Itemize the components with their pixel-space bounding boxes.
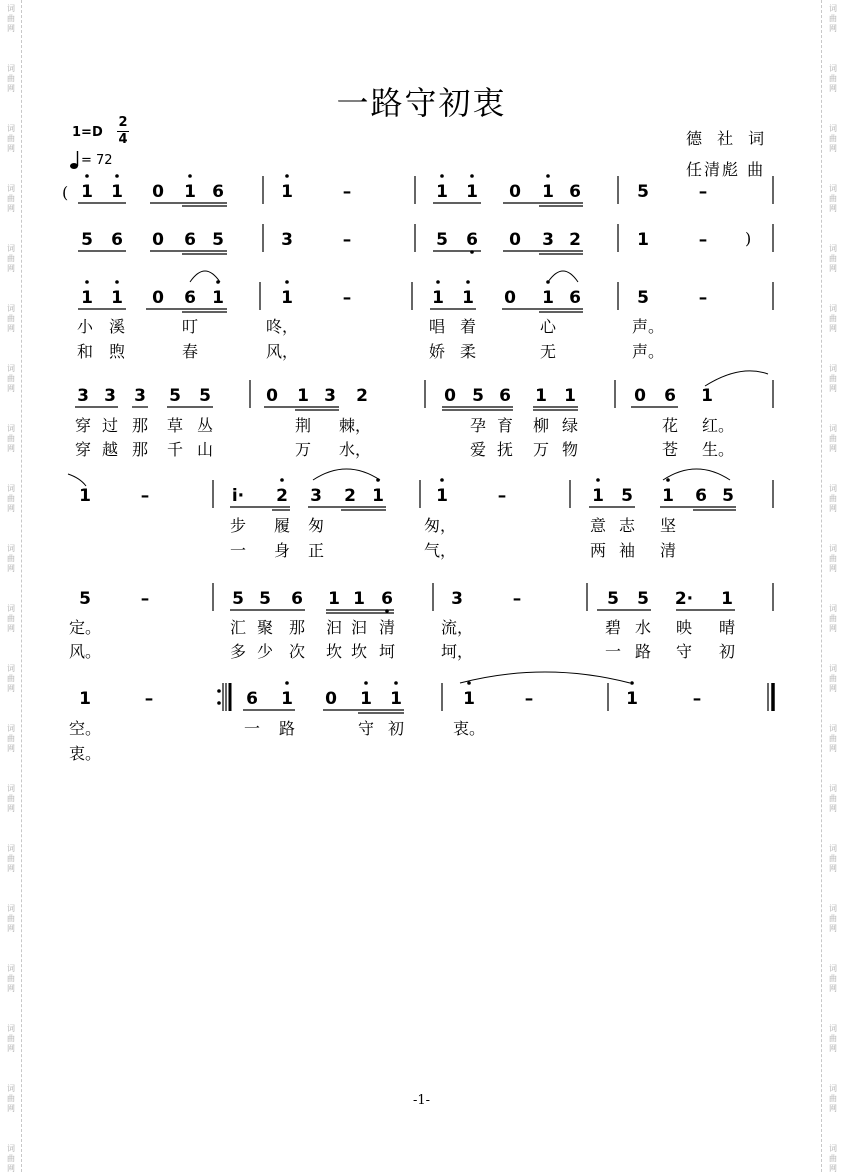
note: 1 [637, 230, 649, 250]
lyric-char: 履 [273, 516, 291, 535]
watermark-text: 词 曲 网 [829, 904, 837, 933]
note: 2 [276, 486, 288, 506]
note: 6 [569, 182, 581, 202]
note: 5 [199, 386, 211, 406]
lyric-char: 丛 [196, 416, 214, 435]
watermark-text: 词 曲 网 [7, 844, 15, 873]
watermark-text: 词 曲 网 [829, 664, 837, 693]
high-octave-dot [467, 681, 471, 685]
note: – [512, 589, 522, 609]
watermark-text: 词 曲 网 [829, 844, 837, 873]
lyric-char: 两 [589, 541, 607, 560]
watermark-text: 词 曲 网 [829, 784, 837, 813]
lyric-char: 红。 [701, 416, 735, 435]
lyric-char: 绿 [561, 416, 579, 435]
note: – [140, 589, 150, 609]
note: 5 [472, 386, 484, 406]
high-octave-dot [436, 280, 440, 284]
lyric-char: 声。 [631, 342, 665, 361]
lyric-char: 那 [131, 440, 149, 459]
note: 1 [111, 288, 123, 308]
high-octave-dot [85, 280, 89, 284]
note: 3 [104, 386, 116, 406]
note: 0 [152, 288, 164, 308]
lyric-char: 衷。 [68, 744, 102, 763]
note: 1 [564, 386, 576, 406]
high-octave-dot [440, 478, 444, 482]
lyric-char: 少 [256, 642, 274, 661]
note: 1 [432, 288, 444, 308]
watermark-text: 词 曲 网 [829, 964, 837, 993]
lyric-char: 生。 [701, 440, 735, 459]
note: 1 [542, 182, 554, 202]
lyric-char: 初 [387, 719, 405, 738]
lyric-char: 流， [440, 618, 474, 637]
lyric-char: 汇 [229, 618, 247, 637]
watermark-text: 词 曲 网 [829, 724, 837, 753]
lyric-char: 坎 [325, 642, 343, 661]
note: 0 [266, 386, 278, 406]
note: 6 [246, 689, 258, 709]
note: 0 [325, 689, 337, 709]
lyric-char: 那 [288, 618, 306, 637]
note: 6 [291, 589, 303, 609]
lyric-char: 意 [589, 516, 607, 535]
high-octave-dot [470, 174, 474, 178]
watermark-text: 词 曲 网 [7, 4, 15, 33]
lyric-char: 志 [618, 516, 636, 535]
note: 1 [701, 386, 713, 406]
note: 1 [111, 182, 123, 202]
high-octave-dot [546, 174, 550, 178]
watermark-text: 词 曲 网 [7, 124, 15, 153]
note: 6 [184, 230, 196, 250]
high-octave-dot [440, 174, 444, 178]
note: 6 [695, 486, 707, 506]
lyric-char: 心 [539, 317, 557, 336]
lyric-char: 万 [294, 440, 312, 459]
lyric-char: 聚 [256, 618, 274, 637]
lyric-char: 空。 [68, 719, 102, 738]
note: 5 [81, 230, 93, 250]
note: 5 [607, 589, 619, 609]
lyric-char: 山 [196, 440, 214, 459]
watermark-text: 词 曲 网 [829, 484, 837, 513]
watermark-text: 词 曲 网 [829, 604, 837, 633]
tie-arc [705, 371, 768, 386]
watermark-text: 词 曲 网 [7, 424, 15, 453]
note: 1 [436, 486, 448, 506]
lyric-char: 衷。 [452, 719, 486, 738]
note: 0 [152, 230, 164, 250]
time-signature-top: 2 [118, 115, 128, 130]
note: 0 [444, 386, 456, 406]
note: 6 [111, 230, 123, 250]
lyric-char: 草 [166, 416, 184, 435]
lyric-char: 爱 [469, 440, 487, 459]
lyric-char: 一 [229, 541, 247, 560]
note: 5 [722, 486, 734, 506]
watermark-text: 词 曲 网 [829, 424, 837, 453]
note: – [497, 486, 507, 506]
lyric-char: 和 [76, 342, 94, 361]
note: 1 [466, 182, 478, 202]
note: 1 [662, 486, 674, 506]
slur-arc [313, 469, 380, 480]
note: 1 [353, 589, 365, 609]
lyric-char: 初 [718, 642, 736, 661]
note: 6 [664, 386, 676, 406]
watermark-text: 词 曲 网 [7, 544, 15, 573]
high-octave-dot [596, 478, 600, 482]
note: 0 [509, 182, 521, 202]
lyric-char: 次 [288, 642, 306, 661]
note: 1 [297, 386, 309, 406]
watermark-text: 词 曲 网 [7, 244, 15, 273]
lyric-char: 万 [532, 440, 550, 459]
note: 1 [390, 689, 402, 709]
note: 0 [509, 230, 521, 250]
note: 0 [634, 386, 646, 406]
note: 2 [569, 230, 581, 250]
note: 6 [184, 288, 196, 308]
lyric-char: 风。 [68, 642, 102, 661]
high-octave-dot [188, 174, 192, 178]
lyric-char: 煦 [108, 342, 126, 361]
note: 5 [169, 386, 181, 406]
lyric-char: 一 [604, 642, 622, 661]
lyric-char: 袖 [618, 541, 636, 560]
watermark-text: 词 曲 网 [829, 4, 837, 33]
note: 1 [592, 486, 604, 506]
note: 5 [637, 182, 649, 202]
watermark-text: 词 曲 网 [829, 184, 837, 213]
high-octave-dot [364, 681, 368, 685]
watermark-text: 词 曲 网 [7, 1144, 15, 1173]
note: 1 [462, 288, 474, 308]
slur-arc [548, 271, 578, 282]
watermark-text: 词 曲 网 [7, 784, 15, 813]
high-octave-dot [115, 174, 119, 178]
note: 1 [360, 689, 372, 709]
lyric-char: 那 [131, 416, 149, 435]
note: – [144, 689, 154, 709]
lyric-char: 柳 [532, 416, 550, 435]
high-octave-dot [630, 681, 634, 685]
intro-close-paren: ) [745, 229, 752, 248]
lyric-char: 春 [181, 342, 199, 361]
lyric-char: 身 [273, 541, 291, 560]
lyric-char: 步 [229, 516, 247, 535]
lyric-char: 柔 [459, 342, 477, 361]
slur-arc [663, 469, 730, 480]
lyric-char: 物 [561, 440, 579, 459]
watermark-text: 词 曲 网 [7, 1084, 15, 1113]
note: 5 [436, 230, 448, 250]
watermark-text: 词 曲 网 [829, 544, 837, 573]
note: 1 [184, 182, 196, 202]
lyric-char: 水 [634, 618, 652, 637]
note: 5 [232, 589, 244, 609]
note: 3 [451, 589, 463, 609]
note: – [342, 288, 352, 308]
note: 6 [381, 589, 393, 609]
watermark-text: 词 曲 网 [7, 484, 15, 513]
lyric-char: 坚 [659, 516, 677, 535]
note: 1 [281, 182, 293, 202]
high-octave-dot [280, 478, 284, 482]
note: 2 [356, 386, 368, 406]
time-signature-bottom: 4 [118, 132, 128, 147]
low-octave-dot [470, 250, 474, 254]
watermark-text: 词 曲 网 [7, 604, 15, 633]
note: 5 [79, 589, 91, 609]
note: 6 [466, 230, 478, 250]
lyric-char: 叮 [181, 317, 199, 336]
note: 2· [674, 589, 694, 609]
lyric-char: 着 [459, 317, 477, 336]
note: 3 [77, 386, 89, 406]
watermark-text: 词 曲 网 [829, 64, 837, 93]
lyric-char: 碧 [604, 618, 622, 637]
song-title: 一路守初衷 [336, 84, 507, 122]
note: 1 [328, 589, 340, 609]
note: 1 [721, 589, 733, 609]
watermark-text: 词 曲 网 [7, 64, 15, 93]
note: – [524, 689, 534, 709]
lyric-char: 气， [423, 541, 457, 560]
lyric-char: 路 [278, 719, 296, 738]
lyric-char: 抚 [496, 440, 514, 459]
lyric-char: 荆 [294, 416, 312, 435]
slur-arc [190, 271, 220, 282]
lyric-char: 坎 [350, 642, 368, 661]
watermark-text: 词 曲 网 [829, 304, 837, 333]
lyric-char: 过 [101, 416, 119, 435]
lyric-char: 晴 [718, 618, 736, 637]
note: 5 [621, 486, 633, 506]
lyric-char: 一 [243, 719, 261, 738]
note: 1 [436, 182, 448, 202]
lyric-char: 小 [76, 317, 94, 336]
note: 6 [499, 386, 511, 406]
slur-arc [460, 672, 630, 683]
lyric-char: 声。 [631, 317, 665, 336]
note: 1 [79, 486, 91, 506]
note: 3 [324, 386, 336, 406]
lyric-char: 正 [307, 541, 325, 560]
high-octave-dot [666, 478, 670, 482]
note: 0 [504, 288, 516, 308]
high-octave-dot [285, 174, 289, 178]
note: 5 [637, 288, 649, 308]
watermark-text: 词 曲 网 [7, 304, 15, 333]
high-octave-dot [394, 681, 398, 685]
lyric-char: 唱 [428, 317, 446, 336]
watermark-text: 词 曲 网 [7, 364, 15, 393]
lyric-char: 溪 [108, 317, 126, 336]
note: 6 [569, 288, 581, 308]
lyric-char: 守 [357, 719, 375, 738]
note: 6 [212, 182, 224, 202]
note: 2 [344, 486, 356, 506]
lyric-char: 匆 [307, 516, 325, 535]
high-octave-dot [466, 280, 470, 284]
note: 5 [259, 589, 271, 609]
lyric-char: 无 [539, 342, 557, 361]
lyric-char: 汩 [325, 618, 343, 637]
watermark-text: 词 曲 网 [829, 364, 837, 393]
note: 1 [281, 288, 293, 308]
watermark-text: 词 曲 网 [829, 124, 837, 153]
note: – [140, 486, 150, 506]
note: 1 [463, 689, 475, 709]
watermark-text: 词 曲 网 [829, 1024, 837, 1053]
lyric-char: 咚， [265, 317, 299, 336]
note: 1 [81, 182, 93, 202]
lyric-char: 穿 [74, 416, 92, 435]
note: 3 [281, 230, 293, 250]
watermark-text: 词 曲 网 [7, 904, 15, 933]
lyric-char: 千 [166, 440, 184, 459]
lyric-char: 匆， [423, 516, 457, 535]
note: 1 [542, 288, 554, 308]
watermark-text: 词 曲 网 [829, 244, 837, 273]
lyricist-credit: 德 社 词 [686, 129, 770, 148]
note: 3 [134, 386, 146, 406]
note: – [342, 230, 352, 250]
repeat-dot [217, 701, 221, 705]
lyric-char: 花 [661, 416, 679, 435]
watermark-text: 词 曲 网 [7, 664, 15, 693]
note: 5 [637, 589, 649, 609]
page-number: -1- [412, 1093, 431, 1108]
lyric-char: 育 [496, 416, 514, 435]
lyric-char: 映 [675, 618, 693, 637]
watermark-text: 词 曲 网 [829, 1144, 837, 1173]
note: 3 [542, 230, 554, 250]
note: 1 [281, 689, 293, 709]
note: – [342, 182, 352, 202]
high-octave-dot [285, 681, 289, 685]
lyric-char: 娇 [428, 342, 446, 361]
watermark-text: 词 曲 网 [7, 724, 15, 753]
lyric-char: 守 [675, 642, 693, 661]
watermark-text: 词 曲 网 [7, 184, 15, 213]
lyric-char: 坷 [378, 642, 396, 661]
note: 0 [152, 182, 164, 202]
note: 1 [79, 689, 91, 709]
lyric-char: 清 [378, 618, 396, 637]
note: – [698, 182, 708, 202]
note: – [692, 689, 702, 709]
lyric-char: 孕 [469, 416, 487, 435]
watermark-text: 词 曲 网 [829, 1084, 837, 1113]
note: – [698, 288, 708, 308]
high-octave-dot [285, 280, 289, 284]
note: 5 [212, 230, 224, 250]
note: 3 [310, 486, 322, 506]
watermark-text: 词 曲 网 [7, 964, 15, 993]
tempo-value: = 72 [81, 152, 113, 168]
lyric-char: 定。 [68, 618, 102, 637]
high-octave-dot [115, 280, 119, 284]
lyric-char: 清 [659, 541, 677, 560]
lyric-char: 棘， [338, 416, 372, 435]
note: 1 [372, 486, 384, 506]
watermark-text: 词 曲 网 [7, 1024, 15, 1053]
lyric-char: 风， [265, 342, 299, 361]
note: 1 [535, 386, 547, 406]
lyric-char: 苍 [661, 440, 679, 459]
lyric-char: 多 [229, 642, 247, 661]
composer-credit: 任清彪 曲 [686, 160, 766, 179]
key-signature: 1=D [72, 125, 103, 140]
note: 1 [626, 689, 638, 709]
lyric-char: 水， [338, 440, 372, 459]
tie-arc [68, 474, 86, 486]
lyric-char: 越 [101, 440, 119, 459]
repeat-dot [217, 689, 221, 693]
lyric-char: 坷， [440, 642, 474, 661]
note: 1 [81, 288, 93, 308]
lyric-char: 路 [634, 642, 652, 661]
note: i· [231, 486, 245, 506]
intro-open-paren: ( [62, 183, 69, 202]
note: – [698, 230, 708, 250]
note: 1 [212, 288, 224, 308]
lyric-char: 汩 [350, 618, 368, 637]
high-octave-dot [85, 174, 89, 178]
lyric-char: 穿 [74, 440, 92, 459]
low-octave-dot [385, 609, 389, 613]
